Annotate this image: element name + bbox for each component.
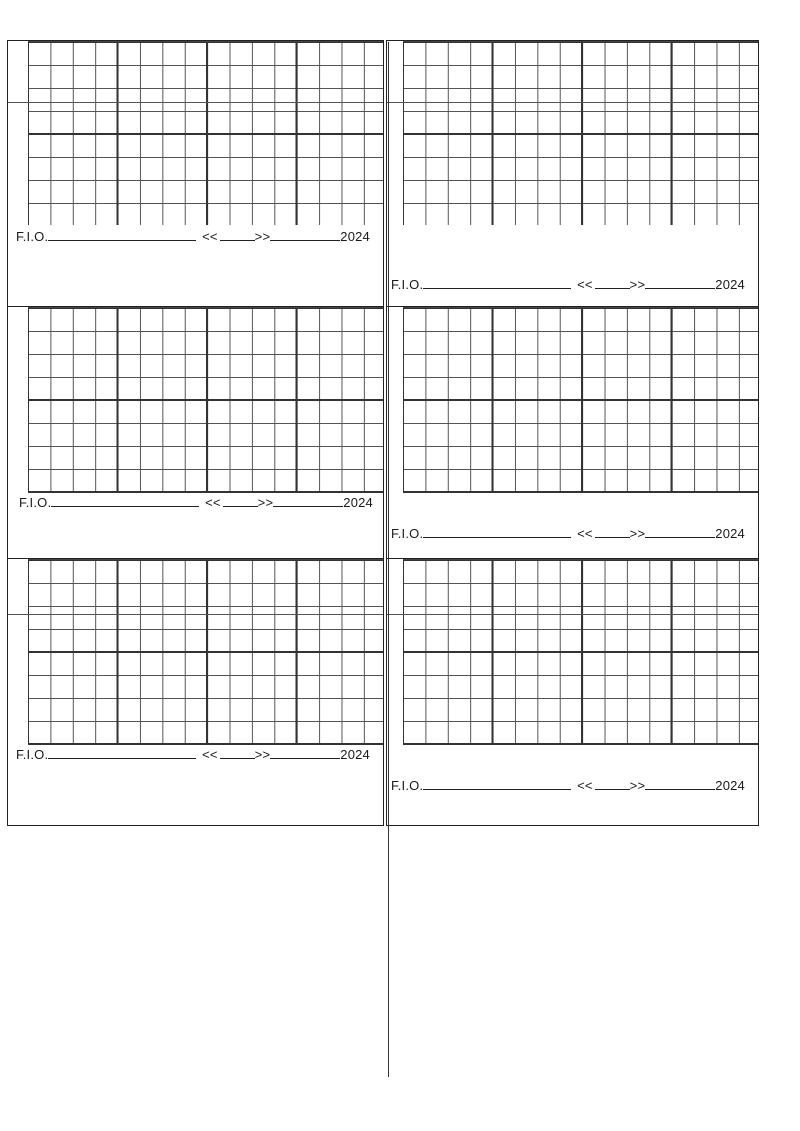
year-text: 2024 — [340, 229, 370, 244]
month-blank — [645, 536, 715, 538]
graph-grid — [28, 41, 384, 225]
day-blank — [595, 788, 630, 790]
close-quote: >> — [257, 495, 274, 510]
close-quote: >> — [629, 778, 646, 793]
fio-label: F.I.O. — [391, 277, 424, 292]
open-quote: << — [577, 778, 593, 793]
name-blank — [423, 536, 571, 538]
card-5 — [7, 558, 384, 826]
name-blank — [48, 757, 196, 759]
close-quote: >> — [254, 229, 271, 244]
month-blank — [645, 788, 715, 790]
card-4 — [386, 306, 759, 559]
month-blank — [645, 287, 715, 289]
month-blank — [270, 757, 340, 759]
close-quote: >> — [629, 526, 646, 541]
year-text: 2024 — [715, 277, 745, 292]
signature-line — [391, 277, 745, 292]
name-blank — [423, 788, 571, 790]
open-quote: << — [202, 229, 218, 244]
name-blank — [51, 505, 199, 507]
day-blank — [220, 757, 255, 759]
grid-rule — [8, 102, 384, 103]
close-quote: >> — [629, 277, 646, 292]
signature-line — [391, 526, 745, 541]
year-text: 2024 — [343, 495, 373, 510]
open-quote: << — [202, 747, 218, 762]
year-text: 2024 — [715, 778, 745, 793]
fio-label: F.I.O. — [391, 526, 424, 541]
month-blank — [273, 505, 343, 507]
open-quote: << — [205, 495, 221, 510]
graph-grid — [403, 41, 758, 225]
day-blank — [220, 239, 255, 241]
name-blank — [423, 287, 571, 289]
fio-label: F.I.O. — [16, 747, 49, 762]
cut-line — [388, 42, 389, 1077]
graph-grid — [403, 307, 758, 493]
open-quote: << — [577, 526, 593, 541]
fio-label: F.I.O. — [19, 495, 52, 510]
month-blank — [270, 239, 340, 241]
signature-line — [16, 229, 370, 244]
day-blank — [595, 536, 630, 538]
signature-line — [16, 747, 370, 762]
signature-line — [391, 778, 745, 793]
signature-line — [19, 495, 373, 510]
grid-rule — [387, 614, 759, 615]
card-2 — [386, 40, 759, 307]
card-6 — [386, 558, 759, 826]
day-blank — [595, 287, 630, 289]
year-text: 2024 — [715, 526, 745, 541]
graph-grid — [28, 559, 384, 745]
fio-label: F.I.O. — [391, 778, 424, 793]
name-blank — [48, 239, 196, 241]
grid-rule — [8, 614, 384, 615]
fio-label: F.I.O. — [16, 229, 49, 244]
day-blank — [223, 505, 258, 507]
card-3 — [7, 306, 384, 559]
card-1 — [7, 40, 384, 307]
grid-rule — [387, 102, 759, 103]
close-quote: >> — [254, 747, 271, 762]
year-text: 2024 — [340, 747, 370, 762]
graph-grid — [403, 559, 758, 745]
open-quote: << — [577, 277, 593, 292]
graph-grid — [28, 307, 384, 493]
